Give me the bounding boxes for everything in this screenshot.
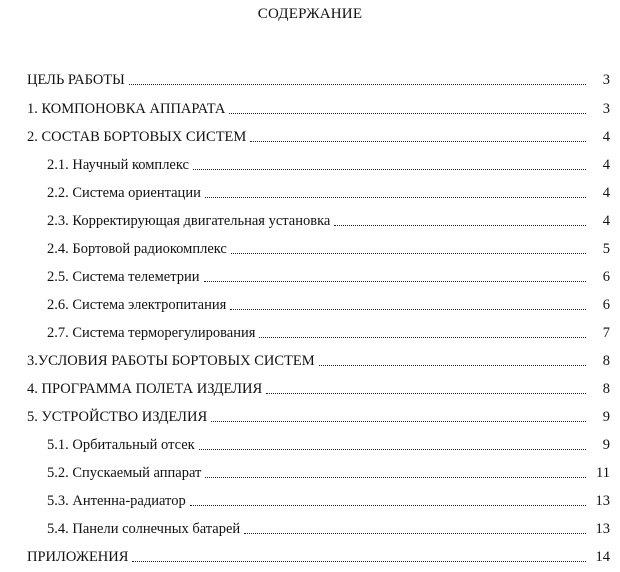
toc-entry-label: 4. ПРОГРАММА ПОЛЕТА ИЗДЕЛИЯ xyxy=(27,381,263,397)
toc-entry-label: ПРИЛОЖЕНИЯ xyxy=(27,549,129,565)
dot-leader xyxy=(205,185,586,198)
dot-leader xyxy=(230,297,586,310)
toc-entry-label: 5. УСТРОЙСТВО ИЗДЕЛИЯ xyxy=(27,409,208,425)
toc-entry-3 xyxy=(27,349,610,369)
toc-entry-5-1 xyxy=(47,433,610,453)
toc-entry-page: 13 xyxy=(595,521,610,537)
toc-entry-page: 8 xyxy=(602,353,610,369)
toc-entry-label: 2.7. Система терморегулирования xyxy=(47,325,256,341)
toc-entry-1 xyxy=(27,97,610,117)
toc-entry-2-7 xyxy=(47,321,610,341)
toc-entry-label: 5.4. Панели солнечных батарей xyxy=(47,521,241,537)
toc-entry-page: 9 xyxy=(602,437,610,453)
toc-entry-page: 6 xyxy=(602,297,610,313)
toc-entry-label: ЦЕЛЬ РАБОТЫ xyxy=(27,72,125,88)
toc-entry-page: 4 xyxy=(602,213,610,229)
toc-entry-label: 2.3. Корректирующая двигательная установка xyxy=(47,213,331,229)
toc-entry-label: 2.1. Научный комплекс xyxy=(47,157,189,173)
dot-leader xyxy=(259,325,586,338)
toc-entry-2 xyxy=(27,125,610,145)
toc-entry-2-4 xyxy=(47,237,610,257)
toc-entry-page: 13 xyxy=(595,493,610,509)
toc-entry-goal xyxy=(27,68,610,88)
dot-leader xyxy=(190,493,586,506)
toc-entry-page: 4 xyxy=(602,157,610,173)
toc-entry-label: 5.2. Спускаемый аппарат xyxy=(47,465,202,481)
dot-leader xyxy=(211,409,586,422)
toc-entry-2-1 xyxy=(47,153,610,173)
dot-leader xyxy=(129,72,586,85)
toc-entry-page: 5 xyxy=(602,241,610,257)
toc-entry-page: 3 xyxy=(602,72,610,88)
dot-leader xyxy=(266,381,586,394)
toc-entry-5 xyxy=(27,405,610,425)
toc-entry-label: 3.УСЛОВИЯ РАБОТЫ БОРТОВЫХ СИСТЕМ xyxy=(27,353,315,369)
toc-entry-page: 7 xyxy=(602,325,610,341)
dot-leader xyxy=(205,465,586,478)
dot-leader xyxy=(334,213,586,226)
dot-leader xyxy=(319,353,586,366)
dot-leader xyxy=(199,437,586,450)
toc-entry-label: 2.6. Система электропитания xyxy=(47,297,227,313)
toc-entry-page: 4 xyxy=(602,185,610,201)
toc-entry-label: 2.5. Система телеметрии xyxy=(47,269,200,285)
toc-entry-5-4 xyxy=(47,517,610,537)
toc-entry-page: 14 xyxy=(595,549,610,565)
toc-entry-label: 2.4. Бортовой радиокомплекс xyxy=(47,241,227,257)
dot-leader xyxy=(250,129,586,142)
toc-entry-page: 11 xyxy=(596,465,610,481)
dot-leader xyxy=(132,549,586,562)
toc-entry-page: 4 xyxy=(602,129,610,145)
toc-entry-page: 9 xyxy=(602,409,610,425)
toc-entry-label: 5.3. Антенна-радиатор xyxy=(47,493,186,509)
toc-entry-2-2 xyxy=(47,181,610,201)
toc-entry-label: 5.1. Орбитальный отсек xyxy=(47,437,195,453)
dot-leader xyxy=(193,157,586,170)
dot-leader xyxy=(244,521,586,534)
toc-entry-appendix xyxy=(27,545,610,565)
toc-entry-5-2 xyxy=(47,461,610,481)
dot-leader xyxy=(229,101,586,114)
dot-leader xyxy=(231,241,586,254)
toc-entry-2-3 xyxy=(47,209,610,229)
toc-entry-page: 3 xyxy=(602,101,610,117)
toc-entry-2-5 xyxy=(47,265,610,285)
toc-title: СОДЕРЖАНИЕ xyxy=(257,6,363,22)
toc-entry-label: 2.2. Система ориентации xyxy=(47,185,201,201)
toc-entry-2-6 xyxy=(47,293,610,313)
toc-entry-label: 2. СОСТАВ БОРТОВЫХ СИСТЕМ xyxy=(27,129,247,145)
dot-leader xyxy=(204,269,587,282)
toc-entry-page: 8 xyxy=(602,381,610,397)
toc-entry-4 xyxy=(27,377,610,397)
toc-entry-5-3 xyxy=(47,489,610,509)
toc-entry-label: 1. КОМПОНОВКА АППАРАТА xyxy=(27,101,226,117)
toc-entry-page: 6 xyxy=(602,269,610,285)
